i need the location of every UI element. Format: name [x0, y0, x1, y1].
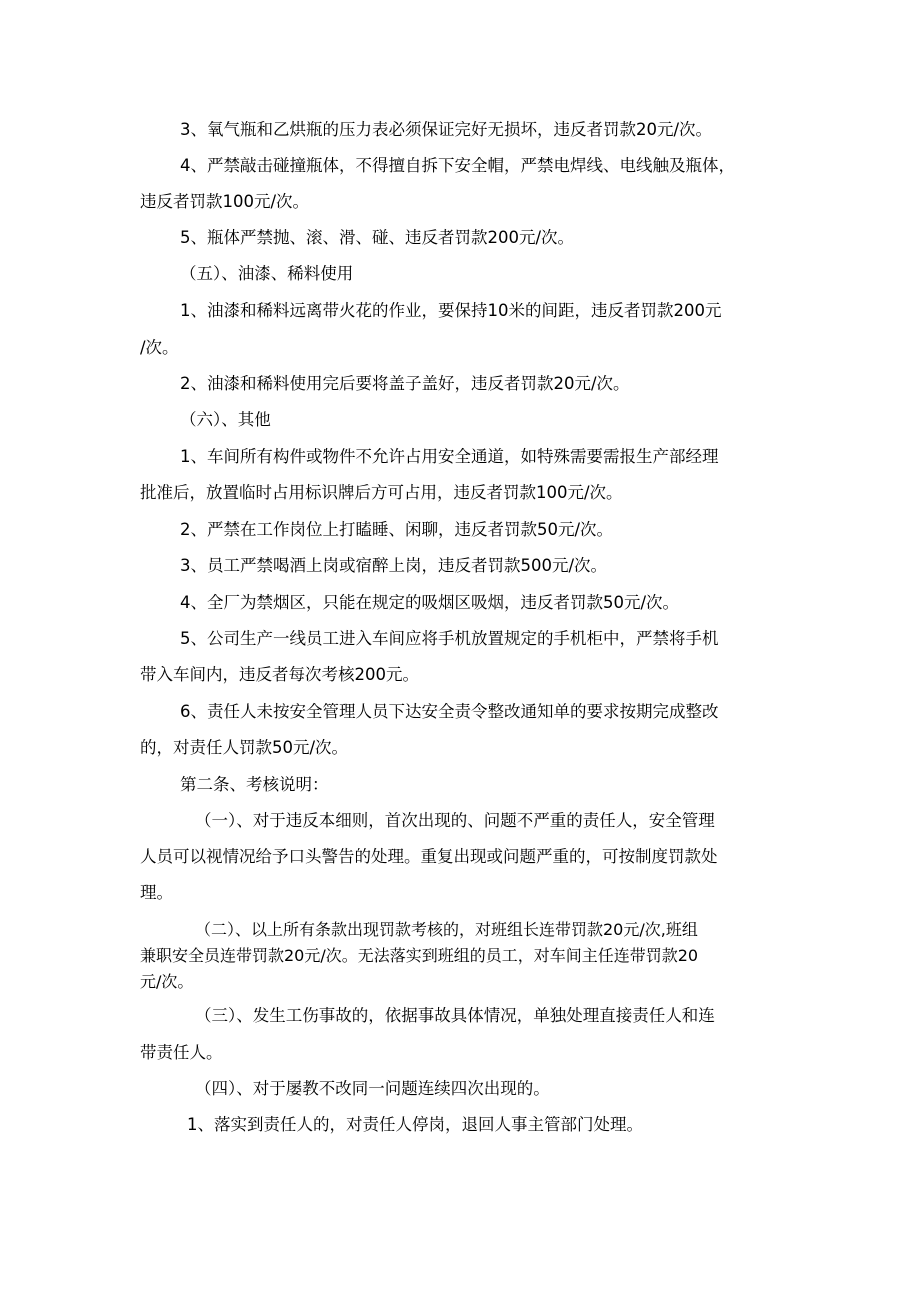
other-clause-1-text-cont: 批准后，放置临时占用标识牌后方可占用，违反者罚款100元/次。: [140, 483, 623, 502]
section-heading-6: （六）、其他: [180, 410, 271, 429]
explanation-2-text: （二）、以上所有条款出现罚款考核的，对班组长连带罚款20元/次,班组: [195, 920, 698, 939]
explanation-3-text: （三）、发生工伤事故的，依据事故具体情况，单独处理直接责任人和连: [195, 1006, 715, 1025]
explanation-1-text: （一）、对于违反本细则，首次出现的、问题不严重的责任人，安全管理: [195, 811, 715, 830]
clause-4-text: 4、严禁敲击碰撞瓶体，不得擅自拆下安全帽，严禁电焊线、电线触及瓶体，: [180, 156, 735, 175]
paint-clause-2-text: 2、油漆和稀料使用完后要将盖子盖好，违反者罚款20元/次。: [180, 374, 630, 393]
section-heading-5: （五）、油漆、稀料使用: [180, 264, 354, 283]
other-clause-1-text: 1、车间所有构件或物件不允许占用安全通道，如特殊需要需报生产部经理: [180, 447, 719, 466]
explanation-1-text-end: 理。: [140, 883, 173, 902]
clause-4-text-cont: 违反者罚款100元/次。: [140, 192, 310, 211]
explanation-1-text-cont: 人员可以视情况给予口头警告的处理。重复出现或问题严重的，可按制度罚款处: [140, 847, 718, 866]
paint-clause-1-text: 1、油漆和稀料远离带火花的作业，要保持10米的间距，违反者罚款200元: [180, 301, 722, 320]
explanation-4-item-1-text: 1、落实到责任人的，对责任人停岗，退回人事主管部门处理。: [187, 1115, 643, 1134]
explanation-3-text-cont: 带责任人。: [140, 1043, 223, 1062]
article-2-heading: 第二条、考核说明：: [180, 775, 329, 794]
clause-5-text: 5、瓶体严禁抛、滚、滑、碰、违反者罚款200元/次。: [180, 228, 575, 247]
explanation-2-text-cont: 兼职安全员连带罚款20元/次。无法落实到班组的员工，对车间主任连带罚款20: [140, 946, 699, 965]
explanation-4-text: （四）、对于屡教不改同一问题连续四次出现的。: [195, 1079, 550, 1098]
other-clause-4-text: 4、全厂为禁烟区，只能在规定的吸烟区吸烟，违反者罚款50元/次。: [180, 593, 680, 612]
other-clause-6-text: 6、责任人未按安全管理人员下达安全责令整改通知单的要求按期完成整改: [180, 702, 719, 721]
other-clause-5-text: 5、公司生产一线员工进入车间应将手机放置规定的手机柜中，严禁将手机: [180, 629, 719, 648]
other-clause-2-text: 2、严禁在工作岗位上打瞌睡、闲聊，违反者罚款50元/次。: [180, 520, 614, 539]
explanation-2-text-end: 元/次。: [140, 972, 194, 991]
clause-3-text: 3、氧气瓶和乙烘瓶的压力表必须保证完好无损坏，违反者罚款20元/次。: [180, 120, 713, 139]
other-clause-6-text-cont: 的，对责任人罚款50元/次。: [140, 738, 349, 757]
paint-clause-1-text-cont: /次。: [140, 338, 179, 357]
other-clause-3-text: 3、员工严禁喝酒上岗或宿醉上岗，违反者罚款500元/次。: [180, 556, 608, 575]
other-clause-5-text-cont: 带入车间内，违反者每次考核200元。: [140, 665, 419, 684]
